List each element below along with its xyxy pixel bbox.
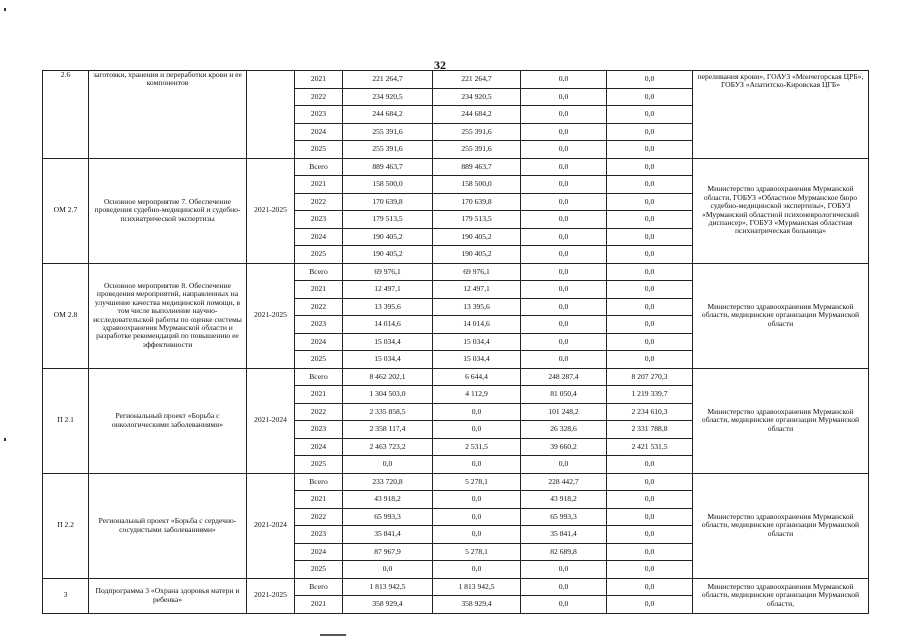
other-sources-cell: 0,0: [607, 228, 693, 246]
federal-budget-cell: 0,0: [521, 211, 607, 229]
regional-budget-cell: 5 278,1: [433, 543, 521, 561]
regional-budget-cell: 15 034,4: [433, 351, 521, 369]
regional-budget-cell: 14 014,6: [433, 316, 521, 334]
total-cell: 1 813 942,5: [343, 578, 433, 596]
federal-budget-cell: 248 287,4: [521, 368, 607, 386]
row-code: П 2.1: [43, 368, 89, 473]
other-sources-cell: 1 219 339,7: [607, 386, 693, 404]
regional-budget-cell: 0,0: [433, 526, 521, 544]
federal-budget-cell: 0,0: [521, 176, 607, 194]
activity-name: заготовки, хранения и переработки крови и ее компонентов: [89, 71, 247, 159]
federal-budget-cell: 0,0: [521, 193, 607, 211]
other-sources-cell: 2 421 531,5: [607, 438, 693, 456]
total-cell: 170 639,8: [343, 193, 433, 211]
year-cell: Всего: [295, 263, 343, 281]
executor: Министерство здравоохранения Мурманской области, медицинские организации Мурманской области,: [693, 578, 869, 613]
total-cell: 43 918,2: [343, 491, 433, 509]
other-sources-cell: 0,0: [607, 526, 693, 544]
federal-budget-cell: 0,0: [521, 561, 607, 579]
year-cell: Всего: [295, 158, 343, 176]
federal-budget-cell: 0,0: [521, 578, 607, 596]
total-cell: 0,0: [343, 456, 433, 474]
other-sources-cell: 0,0: [607, 456, 693, 474]
total-cell: 190 405,2: [343, 246, 433, 264]
total-cell: 87 967,9: [343, 543, 433, 561]
federal-budget-cell: 0,0: [521, 333, 607, 351]
activity-name: Региональный проект «Борьба с сердечно-сосудистыми заболеваниями»: [89, 473, 247, 578]
federal-budget-cell: 0,0: [521, 141, 607, 159]
regional-budget-cell: 12 497,1: [433, 281, 521, 299]
regional-budget-cell: 0,0: [433, 491, 521, 509]
table-row: [43, 473, 869, 491]
year-cell: 2024: [295, 123, 343, 141]
federal-budget-cell: 0,0: [521, 246, 607, 264]
regional-budget-cell: 0,0: [433, 561, 521, 579]
total-cell: 2 335 858,5: [343, 403, 433, 421]
total-cell: 234 920,5: [343, 88, 433, 106]
other-sources-cell: 2 234 610,3: [607, 403, 693, 421]
regional-budget-cell: 889 463,7: [433, 158, 521, 176]
federal-budget-cell: 0,0: [521, 71, 607, 89]
federal-budget-cell: 0,0: [521, 263, 607, 281]
regional-budget-cell: 1 813 942,5: [433, 578, 521, 596]
total-cell: 65 993,3: [343, 508, 433, 526]
year-cell: Всего: [295, 368, 343, 386]
federal-budget-cell: 0,0: [521, 106, 607, 124]
year-cell: 2024: [295, 438, 343, 456]
year-cell: 2021: [295, 71, 343, 89]
activity-name: Основное мероприятие 7. Обеспечение проведения судебно-медицинской и судебно-психиатрической экспертизы: [89, 158, 247, 263]
federal-budget-cell: 0,0: [521, 456, 607, 474]
other-sources-cell: 0,0: [607, 561, 693, 579]
federal-budget-cell: 0,0: [521, 281, 607, 299]
total-cell: 1 304 503,0: [343, 386, 433, 404]
activity-name: Основное мероприятие 8. Обеспечение проведения мероприятий, направленных на улучшение качества медицинской помощи, в том числе выполнение научно-исследовательской работы по оценке системы здравоохранения Мурманской области и разработке рекомендаций по повышению ее эффективности: [89, 263, 247, 368]
period: 2021-2024: [247, 368, 295, 473]
total-cell: 889 463,7: [343, 158, 433, 176]
regional-budget-cell: 69 976,1: [433, 263, 521, 281]
federal-budget-cell: 101 248,2: [521, 403, 607, 421]
other-sources-cell: 0,0: [607, 298, 693, 316]
executor: Министерство здравоохранения Мурманской области, медицинские организации Мурманской области: [693, 368, 869, 473]
year-cell: 2023: [295, 211, 343, 229]
regional-budget-cell: 6 644,4: [433, 368, 521, 386]
other-sources-cell: 0,0: [607, 596, 693, 614]
other-sources-cell: 0,0: [607, 508, 693, 526]
federal-budget-cell: 0,0: [521, 316, 607, 334]
federal-budget-cell: 0,0: [521, 158, 607, 176]
row-code: 2.6: [43, 71, 89, 159]
total-cell: 190 405,2: [343, 228, 433, 246]
regional-budget-cell: 4 112,9: [433, 386, 521, 404]
period: 2021-2025: [247, 578, 295, 613]
year-cell: 2025: [295, 351, 343, 369]
federal-budget-cell: 0,0: [521, 123, 607, 141]
federal-budget-cell: 35 841,4: [521, 526, 607, 544]
regional-budget-cell: 255 391,6: [433, 123, 521, 141]
executor: Министерство здравоохранения Мурманской области, ГОБУЗ «Областное Мурманское бюро судебно-медицинской экспертизы», ГОБУЗ «Мурманский областной психоневрологический диспансер», ГОБУЗ «Мурманская областная психиатрическая больница»: [693, 158, 869, 263]
activity-name: Подпрограмма 3 «Охрана здоровья матери и ребенка»: [89, 578, 247, 613]
year-cell: 2024: [295, 333, 343, 351]
other-sources-cell: 0,0: [607, 106, 693, 124]
regional-budget-cell: 2 531,5: [433, 438, 521, 456]
year-cell: 2023: [295, 421, 343, 439]
federal-budget-cell: 0,0: [521, 228, 607, 246]
table-row: [43, 263, 869, 281]
total-cell: 14 014,6: [343, 316, 433, 334]
total-cell: 35 841,4: [343, 526, 433, 544]
total-cell: 0,0: [343, 561, 433, 579]
year-cell: 2021: [295, 281, 343, 299]
other-sources-cell: 0,0: [607, 491, 693, 509]
other-sources-cell: 0,0: [607, 158, 693, 176]
federal-budget-cell: 0,0: [521, 298, 607, 316]
year-cell: 2022: [295, 193, 343, 211]
federal-budget-cell: 65 993,3: [521, 508, 607, 526]
regional-budget-cell: 244 684,2: [433, 106, 521, 124]
budget-table: [42, 70, 869, 614]
regional-budget-cell: 15 034,4: [433, 333, 521, 351]
other-sources-cell: 0,0: [607, 123, 693, 141]
total-cell: 15 034,4: [343, 333, 433, 351]
other-sources-cell: 0,0: [607, 281, 693, 299]
other-sources-cell: 0,0: [607, 176, 693, 194]
regional-budget-cell: 221 264,7: [433, 71, 521, 89]
year-cell: 2021: [295, 176, 343, 194]
federal-budget-cell: 0,0: [521, 351, 607, 369]
other-sources-cell: 0,0: [607, 543, 693, 561]
regional-budget-cell: 358 929,4: [433, 596, 521, 614]
total-cell: 255 391,6: [343, 141, 433, 159]
row-code: П 2.2: [43, 473, 89, 578]
row-code: ОМ 2.7: [43, 158, 89, 263]
regional-budget-cell: 0,0: [433, 403, 521, 421]
year-cell: Всего: [295, 473, 343, 491]
row-code: ОМ 2.8: [43, 263, 89, 368]
total-cell: 221 264,7: [343, 71, 433, 89]
year-cell: 2025: [295, 246, 343, 264]
year-cell: 2021: [295, 596, 343, 614]
other-sources-cell: 0,0: [607, 71, 693, 89]
regional-budget-cell: 190 405,2: [433, 246, 521, 264]
other-sources-cell: 2 331 788,8: [607, 421, 693, 439]
federal-budget-cell: 228 442,7: [521, 473, 607, 491]
year-cell: 2022: [295, 298, 343, 316]
federal-budget-cell: 39 660,2: [521, 438, 607, 456]
regional-budget-cell: 255 391,6: [433, 141, 521, 159]
other-sources-cell: 8 207 270,3: [607, 368, 693, 386]
period: 2021-2025: [247, 158, 295, 263]
period: 2021-2024: [247, 473, 295, 578]
total-cell: 8 462 202,1: [343, 368, 433, 386]
other-sources-cell: 0,0: [607, 473, 693, 491]
total-cell: 2 358 117,4: [343, 421, 433, 439]
table-row: [43, 158, 869, 176]
federal-budget-cell: 26 328,6: [521, 421, 607, 439]
regional-budget-cell: 0,0: [433, 508, 521, 526]
total-cell: 2 463 723,2: [343, 438, 433, 456]
regional-budget-cell: 190 405,2: [433, 228, 521, 246]
total-cell: 244 684,2: [343, 106, 433, 124]
period: [247, 71, 295, 159]
page-number: 32: [434, 58, 446, 72]
year-cell: 2022: [295, 403, 343, 421]
regional-budget-cell: 13 395,6: [433, 298, 521, 316]
regional-budget-cell: 158 500,0: [433, 176, 521, 194]
year-cell: 2021: [295, 386, 343, 404]
total-cell: 12 497,1: [343, 281, 433, 299]
year-cell: 2024: [295, 228, 343, 246]
year-cell: 2024: [295, 543, 343, 561]
period: 2021-2025: [247, 263, 295, 368]
regional-budget-cell: 0,0: [433, 421, 521, 439]
federal-budget-cell: 81 050,4: [521, 386, 607, 404]
executor: Министерство здравоохранения Мурманской области, медицинские организации Мурманской области: [693, 263, 869, 368]
other-sources-cell: 0,0: [607, 333, 693, 351]
regional-budget-cell: 5 278,1: [433, 473, 521, 491]
federal-budget-cell: 43 918,2: [521, 491, 607, 509]
year-cell: 2025: [295, 456, 343, 474]
federal-budget-cell: 0,0: [521, 88, 607, 106]
year-cell: 2021: [295, 491, 343, 509]
year-cell: 2023: [295, 106, 343, 124]
federal-budget-cell: 82 689,8: [521, 543, 607, 561]
year-cell: 2023: [295, 526, 343, 544]
total-cell: 179 513,5: [343, 211, 433, 229]
other-sources-cell: 0,0: [607, 88, 693, 106]
other-sources-cell: 0,0: [607, 246, 693, 264]
total-cell: 15 034,4: [343, 351, 433, 369]
other-sources-cell: 0,0: [607, 351, 693, 369]
regional-budget-cell: 179 513,5: [433, 211, 521, 229]
total-cell: 13 395,6: [343, 298, 433, 316]
total-cell: 158 500,0: [343, 176, 433, 194]
year-cell: 2025: [295, 561, 343, 579]
scan-mark-middle: [4, 438, 6, 441]
total-cell: 255 391,6: [343, 123, 433, 141]
other-sources-cell: 0,0: [607, 141, 693, 159]
year-cell: 2025: [295, 141, 343, 159]
table-row: [43, 71, 869, 89]
table-row: [43, 578, 869, 596]
federal-budget-cell: 0,0: [521, 596, 607, 614]
year-cell: 2022: [295, 88, 343, 106]
row-code: 3: [43, 578, 89, 613]
year-cell: Всего: [295, 578, 343, 596]
other-sources-cell: 0,0: [607, 316, 693, 334]
other-sources-cell: 0,0: [607, 193, 693, 211]
total-cell: 358 929,4: [343, 596, 433, 614]
regional-budget-cell: 170 639,8: [433, 193, 521, 211]
other-sources-cell: 0,0: [607, 578, 693, 596]
regional-budget-cell: 234 920,5: [433, 88, 521, 106]
page-edge-mark: [320, 634, 346, 636]
regional-budget-cell: 0,0: [433, 456, 521, 474]
other-sources-cell: 0,0: [607, 263, 693, 281]
executor: переливания крови», ГОАУЗ «Мончегорская ЦРБ», ГОБУЗ «Апатитско-Кировская ЦГБ»: [693, 71, 869, 159]
total-cell: 69 976,1: [343, 263, 433, 281]
total-cell: 233 720,8: [343, 473, 433, 491]
scan-mark-top: [4, 8, 6, 11]
table-row: [43, 368, 869, 386]
executor: Министерство здравоохранения Мурманской области, медицинские организации Мурманской области: [693, 473, 869, 578]
other-sources-cell: 0,0: [607, 211, 693, 229]
year-cell: 2022: [295, 508, 343, 526]
year-cell: 2023: [295, 316, 343, 334]
activity-name: Региональный проект «Борьба с онкологическими заболеваниями»: [89, 368, 247, 473]
